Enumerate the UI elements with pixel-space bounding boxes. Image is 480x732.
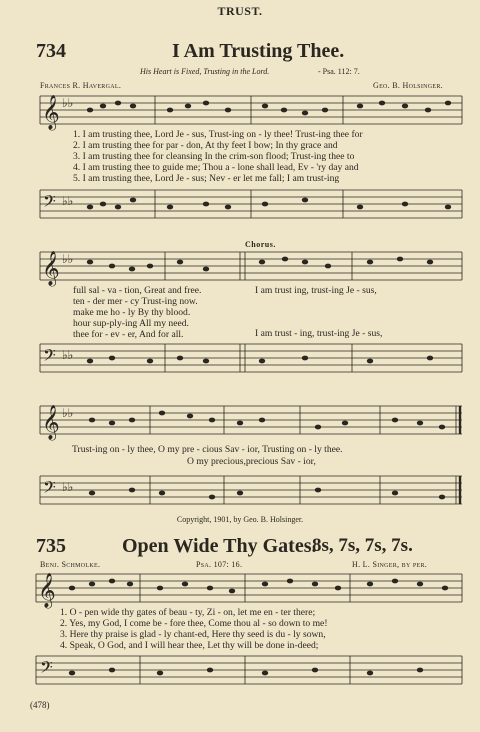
staff-735-bass	[0, 652, 480, 692]
chorus-label: Chorus.	[245, 240, 276, 249]
hymn-734-composer: Geo. B. Holsinger.	[373, 81, 443, 90]
hymn-734-reference: - Psa. 112: 7.	[318, 67, 360, 76]
verse-line: 5. I am trusting thee, Lord Je - sus; Nev - er let me fall; I am trust-ing	[73, 173, 340, 184]
svg-text:♭♭: ♭♭	[62, 194, 74, 208]
hymn-735-verses	[60, 607, 328, 651]
hymn-735-composer: H. L. Singer, by per.	[352, 560, 428, 569]
chorus-lyrics-b: I am trust - ing, trust-ing Je - sus,	[255, 328, 383, 339]
svg-text:𝄞: 𝄞	[38, 574, 56, 607]
copyright-notice: Copyright, 1901, by Geo. B. Holsinger.	[176, 515, 304, 524]
verse-line: thee for - ev - er, And for all.	[73, 329, 184, 340]
hymn-734-verse-continuation	[73, 285, 201, 340]
svg-text:𝄢: 𝄢	[43, 347, 56, 369]
verse-line: 4. I am trusting thee to guide me; Thou a - lone shall lead, Ev - 'ry day and	[73, 162, 359, 173]
verse-line: 3. I am trusting thee for cleansing In the crim-son flood; Trust-ing thee to	[73, 151, 355, 162]
hymn-734-verses	[73, 129, 363, 184]
svg-text:♭♭: ♭♭	[62, 252, 74, 266]
section-heading: TRUST.	[217, 4, 263, 18]
hymn-734-number: 734	[36, 40, 66, 62]
chorus-ending-alto-lyrics: O my precious,precious Sav - ior,	[187, 456, 316, 467]
staff-734-system2-bass	[0, 340, 480, 380]
hymn-735-meter: 8s, 7s, 7s, 7s.	[312, 535, 413, 556]
page-number: (478)	[30, 700, 50, 710]
verse-line: make me ho - ly By thy blood.	[73, 307, 191, 318]
svg-text:𝄢: 𝄢	[43, 193, 56, 215]
hymn-735-number: 735	[36, 535, 66, 557]
staff-734-system3-treble	[0, 402, 480, 442]
svg-text:♭♭: ♭♭	[62, 480, 74, 494]
chorus-lyrics-a: I am trust ing, trust-ing Je - sus,	[255, 285, 377, 296]
staff-734-system3-bass	[0, 472, 480, 512]
hymn-735-author: Benj. Schmolke.	[40, 560, 101, 569]
verse-line: 1. I am trusting thee, Lord Je - sus, Trust-ing on - ly thee! Trust-ing thee for	[73, 129, 363, 140]
hymn-734-title: I Am Trusting Thee.	[172, 40, 345, 62]
staff-734-system1-treble	[0, 92, 480, 132]
svg-text:𝄢: 𝄢	[43, 479, 56, 501]
verse-line: 4. Speak, O God, and I will hear thee, Let thy will be done in-deed;	[60, 640, 319, 651]
hymn-735-title: Open Wide Thy Gates.	[122, 535, 317, 557]
verse-line: 2. I am trusting thee for par - don, At thy feet I bow; In thy grace and	[73, 140, 338, 151]
hymn-735-reference: Psa. 107: 16.	[196, 560, 243, 569]
chorus-ending-lyrics: Trust-ing on - ly thee, O my pre - cious Sav - ior, Trusting on - ly thee.	[72, 444, 343, 455]
verse-line: 1. O - pen wide thy gates of beau - ty, Zi - on, let me en - ter there;	[60, 607, 316, 618]
verse-line: ten - der mer - cy Trust-ing now.	[73, 296, 198, 307]
svg-text:𝄞: 𝄞	[42, 252, 60, 285]
verse-line: full sal - va - tion, Great and free.	[73, 285, 202, 296]
svg-text:𝄢: 𝄢	[40, 659, 53, 681]
verse-line: 2. Yes, my God, I come be - fore thee, Come thou al - so down to me!	[60, 618, 328, 629]
verse-line: 3. Here thy praise is glad - ly chant-ed, Here thy seed is du - ly sown,	[60, 629, 326, 640]
svg-text:♭♭: ♭♭	[62, 348, 74, 362]
svg-text:𝄞: 𝄞	[42, 96, 60, 129]
staff-734-system1-bass	[0, 186, 480, 226]
hymn-734-scripture: His Heart is Fixed, Trusting in the Lord.	[140, 67, 270, 76]
svg-text:𝄞: 𝄞	[42, 406, 60, 439]
svg-text:♭♭: ♭♭	[62, 406, 74, 420]
svg-text:♭♭: ♭♭	[62, 96, 74, 110]
verse-line: hour sup-ply-ing All my need.	[73, 318, 189, 329]
staff-734-system2-treble	[0, 248, 480, 288]
hymn-734-author: Frances R. Havergal.	[40, 81, 122, 90]
staff-735-treble	[0, 570, 480, 610]
